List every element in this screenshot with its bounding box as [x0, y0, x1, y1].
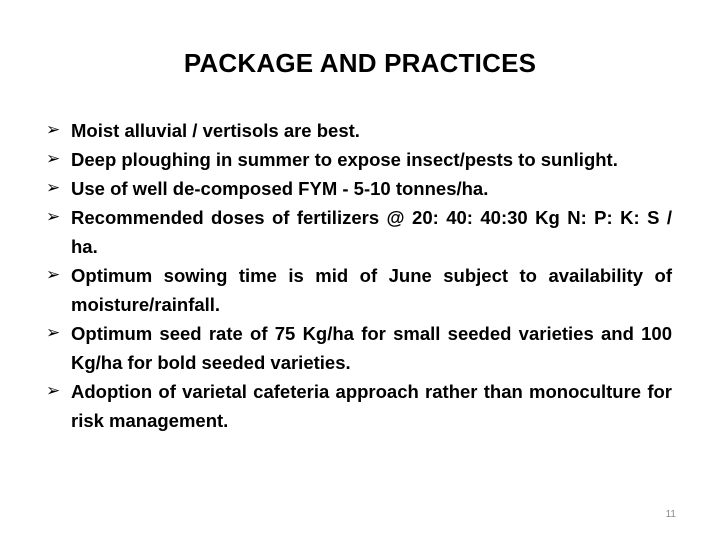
arrow-bullet-icon: ➢: [46, 149, 61, 169]
bullet-item: [46, 116, 672, 145]
bullet-text: Adoption of varietal cafeteria approach rather than monoculture for risk management.: [71, 381, 672, 431]
slide-title: PACKAGE AND PRACTICES: [183, 48, 537, 78]
bullet-item: [46, 319, 672, 377]
bullet-text: Use of well de-composed FYM - 5-10 tonnes/ha.: [71, 178, 489, 199]
bullet-item: [46, 174, 672, 203]
bullet-text: Moist alluvial / vertisols are best.: [71, 120, 360, 141]
arrow-bullet-icon: ➢: [46, 265, 61, 285]
bullet-text: Optimum sowing time is mid of June subject to availability of moisture/rainfall.: [71, 265, 672, 315]
bullet-item: [46, 261, 672, 319]
page-number: 11: [665, 509, 676, 520]
arrow-bullet-icon: ➢: [46, 381, 61, 401]
bullet-list: [46, 116, 672, 435]
bullet-text: Deep ploughing in summer to expose insect/pests to sunlight.: [71, 149, 618, 170]
bullet-text: Optimum seed rate of 75 Kg/ha for small seeded varieties and 100 Kg/ha for bold seeded varieties.: [71, 323, 672, 373]
arrow-bullet-icon: ➢: [46, 120, 61, 140]
bullet-item: [46, 377, 672, 435]
bullet-item: [46, 145, 672, 174]
arrow-bullet-icon: ➢: [46, 178, 61, 198]
bullet-item: [46, 203, 672, 261]
bullet-text: Recommended doses of fertilizers @ 20: 40: 40:30 Kg N: P: K: S / ha.: [71, 207, 672, 257]
arrow-bullet-icon: ➢: [46, 323, 61, 343]
arrow-bullet-icon: ➢: [46, 207, 61, 227]
